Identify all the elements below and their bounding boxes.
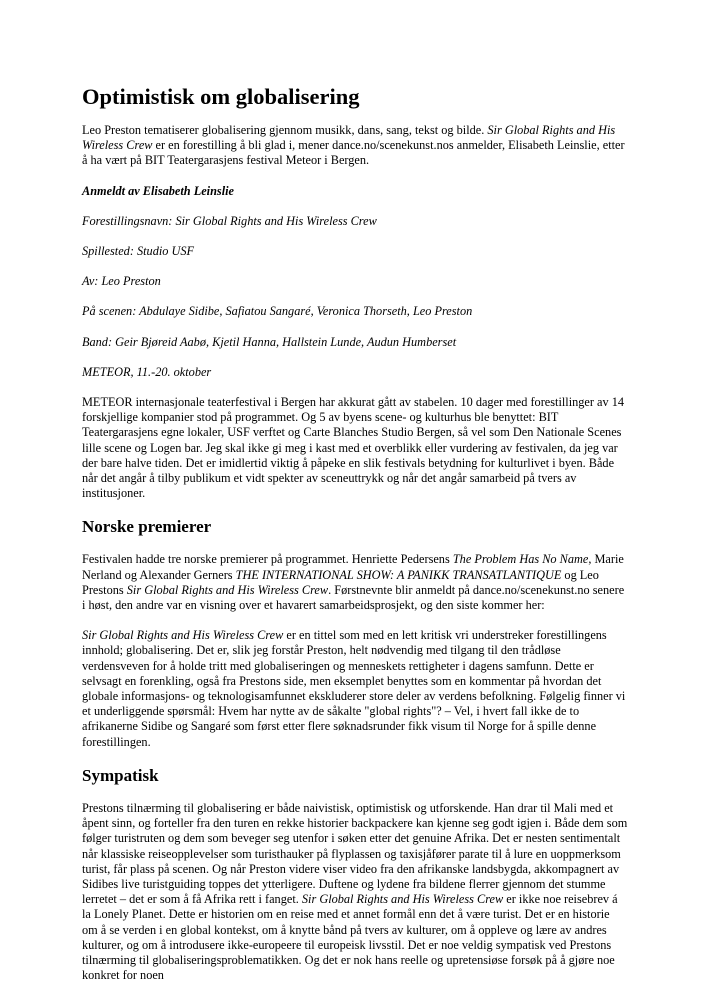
- section-heading-sympatisk: Sympatisk: [82, 765, 159, 785]
- article-lede: [82, 123, 628, 169]
- meta-line-pa-scenen: På scenen: Abdulaye Sidibe, Safiatou Sangaré, Veronica Thorseth, Leo Preston: [82, 304, 473, 319]
- paragraph-norske-premierer: [82, 552, 628, 613]
- paragraph-festival-overview: METEOR internasjonale teaterfestival i Bergen har akkurat gått av stabelen. 10 dager med forestillinger av 14 forskjellige kompanier stod på programmet. Og 5 av byens scene- og kulturhus ble benyttet: BIT Teatergarasjens egne lokaler, USF verftet og Carte Blanches Studio Bergen, så vel som Den Nationale Scenes lille scene og Logen bar. Jeg skal ikke gi meg i kast med et overblikk eller vurdering av festivalen, da jeg var der bare halve tiden. Det er imidlertid viktig å påpeke en slik festivals betydning for kulturlivet i byen. Både når det angår å tilby publikum et vidt spekter av sceneuttrykk og når det angår samarbeid på tvers av institusjoner.: [82, 395, 625, 501]
- text-run: og Leo Prestons: [82, 567, 599, 597]
- section-heading-norske-premierer: Norske premierer: [82, 517, 212, 537]
- text-run: . Førstnevnte blir anmeldt på dance.no/scenekunst.no senere i høst, den andre var en visning over et havarert samarbeidsprosjekt, og den siste kommer her:: [82, 582, 625, 613]
- meta-line-av: Av: Leo Preston: [82, 274, 161, 289]
- text-run: Sir Global Rights and His Wireless Crew: [82, 628, 284, 643]
- text-run: er en tittel som med en lett kritisk vri understreker forestillingens innhold; globalisering. Det er, slik jeg forstår Preston, helt nødvendig med tilgang til den trådløse verdensveven for å holde tritt med globaliseringen og menneskets rettigheter i dagens samfunn. Dette er selvsagt en forenkling, også fra Prestons side, men eksemplet benyttes som en kommentar på hvordan det globale informasjons- og teknologisamfunnet ekskluderer store deler av verdens befolkning. Følgelig finner vi et underliggende spørsmål: Hvem har nytte av de såkalte "global rights"? – Vel, i hvert fall ikke de to afrikanerne Sidibe og Sangaré som først etter flere søknadsrunder fikk visum til Norge for å spille denne forestillingen.: [82, 628, 626, 749]
- text-run: er en forestilling å bli glad i, mener dance.no/scenekunst.nos anmelder, Elisabeth Leinslie, etter å ha vært på BIT Teatergarasjens festival Meteor i Bergen.: [82, 138, 625, 168]
- paragraph-sympatisk: [82, 801, 628, 983]
- text-run: Leo Preston tematiserer globalisering gjennom musikk, dans, sang, tekst og bilde.: [82, 123, 488, 137]
- text-run: Sir Global Rights and His Wireless Crew: [301, 892, 504, 907]
- text-run: er ikke noe reisebrev á la Lonely Planet. Dette er historien om en reise med et annet formål enn det å være turist. Det er en historie om å se verden i en global kontekst, om å knytte bånd på tvers av kulturer, om å oppleve og lære av andres kulturer, og om å introdusere ikke-europeere til europeisk livsstil. Det er noe veldig sympatisk ved Prestons tilnærming til globaliseringsproblematikken. Og det er nok hans reelle og upretensiøse forsøk på å gjøre noe konkret for noen: [82, 892, 618, 983]
- meta-line-band: Band: Geir Bjøreid Aabø, Kjetil Hanna, Hallstein Lunde, Audun Humberset: [82, 334, 457, 349]
- article: [82, 84, 628, 983]
- text-run: THE INTERNATIONAL SHOW: A PANIKK TRANSATLANTIQUE: [235, 567, 562, 582]
- text-run: , Marie Nerland og Alexander Gerners: [82, 552, 624, 582]
- meta-line-meteor-dato: METEOR, 11.-20. oktober: [82, 364, 212, 379]
- text-run: Prestons tilnærming til globalisering er både naivistisk, optimistisk og utforskende. Han drar til Mali med et åpent sinn, og forteller fra den turen en rekke historier backpackere kan kjenne seg godt igjen i. Både dem som følger turistruten og dem som beveger seg utenfor i søken etter det genuine Afrika. Det er nesten sentimentalt når klassiske reiseopplevelser som turisthauker på flyplassen og taxisjåfører parate til å lure en uoppmerksom turist, får plass på scenen. Og når Preston videre viser video fra den afrikanske landsbygda, akkompagnert av Sidibes live turistguiding toppes det ytterligere. Duftene og lydene fra bildene flerrer gjennom det stumme lerretet – det er som å få Afrika rett i fanget.: [82, 800, 628, 907]
- meta-line-spillested: Spillested: Studio USF: [82, 244, 195, 259]
- meta-line-forestillingsnavn: Forestillingsnavn: Sir Global Rights and His Wireless Crew: [82, 213, 377, 228]
- text-run: The Problem Has No Name: [452, 552, 589, 567]
- article-byline: Anmeldt av Elisabeth Leinslie: [82, 183, 235, 198]
- article-title: Optimistisk om globalisering: [82, 84, 360, 109]
- text-run: Sir Global Rights and His Wireless Crew: [82, 123, 616, 153]
- text-run: Sir Global Rights and His Wireless Crew: [126, 582, 329, 597]
- paragraph-tittel-analyse: [82, 628, 628, 750]
- text-run: Festivalen hadde tre norske premierer på programmet. Henriette Pedersens: [82, 552, 453, 567]
